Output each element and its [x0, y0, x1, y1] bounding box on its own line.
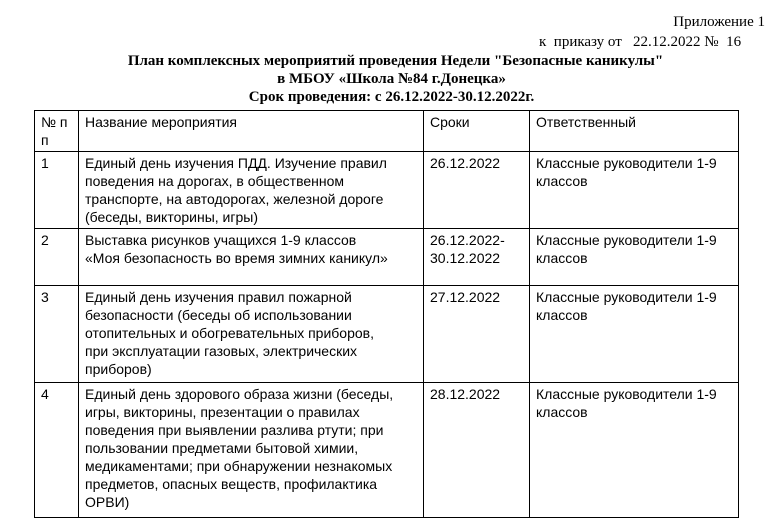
- cell-responsible: Классные руководители 1-9 классов: [530, 152, 739, 229]
- cell-responsible: Классные руководители 1-9 классов: [530, 383, 739, 518]
- cell-event-name: Единый день здорового образа жизни (беседы, игры, викторины, презентации о правилах поведения при выявлении разлива ртути; при пользовании предметами бытовой химии, медикаментами; при обнаружении незнакомых предметов, опасных веществ, профилактика ОРВИ): [79, 383, 424, 518]
- column-header-number: № п п: [35, 111, 79, 152]
- cell-dates: 27.12.2022: [424, 286, 530, 383]
- table-row: [35, 152, 739, 229]
- table-row: [35, 383, 739, 518]
- events-table: [34, 110, 739, 518]
- column-header-name: Название мероприятия: [79, 111, 424, 152]
- title-line-school: в МБОУ «Школа №84 г.Донецка»: [277, 71, 506, 87]
- cell-number: 4: [35, 383, 79, 518]
- cell-dates: 26.12.2022: [424, 152, 530, 229]
- cell-dates: 26.12.2022- 30.12.2022: [424, 229, 530, 286]
- column-header-dates: Сроки: [424, 111, 530, 152]
- cell-number: 1: [35, 152, 79, 229]
- appendix-label: Приложение 1: [673, 14, 765, 30]
- title-line-period: Срок проведения: с 26.12.2022-30.12.2022г.: [248, 89, 535, 105]
- cell-event-name: Единый день изучения ПДД. Изучение правил поведения на дорогах, в общественном транспорте, на автодорогах, железной дороге (беседы, викторины, игры): [79, 152, 424, 229]
- table-row: [35, 286, 739, 383]
- cell-number: 3: [35, 286, 79, 383]
- cell-event-name: Выставка рисунков учащихся 1-9 классов «Моя безопасность во время зимних каникул»: [79, 229, 424, 286]
- cell-responsible: Классные руководители 1-9 классов: [530, 286, 739, 383]
- table-row: [35, 229, 739, 286]
- cell-responsible: Классные руководители 1-9 классов: [530, 229, 739, 286]
- title-line-plan: План комплексных мероприятий проведения Недели "Безопасные каникулы": [127, 53, 664, 69]
- document-title: [0, 52, 783, 106]
- cell-event-name: Единый день изучения правил пожарной безопасности (беседы об использовании отопительных и обогревательных приборов, при эксплуатации газовых, электрических приборов): [79, 286, 424, 383]
- table-header-row: [35, 111, 739, 152]
- order-reference: к приказу от 22.12.2022 № 16: [539, 34, 742, 50]
- cell-number: 2: [35, 229, 79, 286]
- column-header-responsible: Ответственный: [530, 111, 739, 152]
- cell-dates: 28.12.2022: [424, 383, 530, 518]
